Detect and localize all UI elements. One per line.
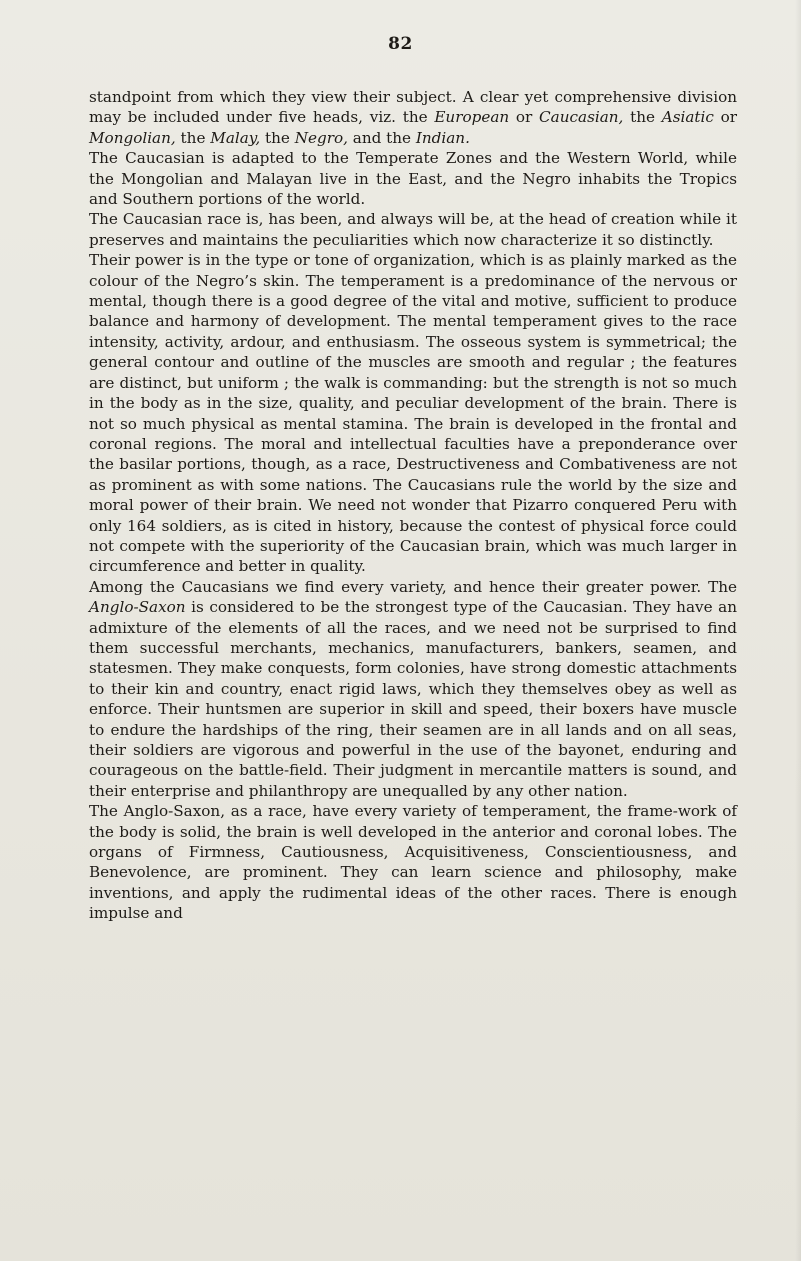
text-run: The Caucasian is adapted to the Temperate Zones and the Western World, while the Mongolian and Malayan live in the East, and the Negro inhabits the Tropics and Southern portions of the world. [89,149,737,209]
paragraph [89,148,737,209]
text-run: the [623,108,662,127]
paragraph [89,209,737,250]
text-run: standpoint from which they view their subject. A clear yet comprehensive division may be included under five heads, viz. the [89,88,737,127]
text-run: the [175,128,211,147]
page-edge-shadow [795,0,801,1261]
text-run: Among the Caucasians we find every variety, and hence their greater power. The [89,577,737,596]
text-run: Their power is in the type or tone of organization, which is as plainly marked as the colour of the Negro’s skin. The temperament is a predominance of the nervous or mental, though there is a good degree of the vital and motive, sufficient to produce balance and harmony of development. The mental temperament gives to the race intensity, activity, ardour, and enthusiasm. The osseous system is symmetrical; the general contour and outline of the muscles are smooth and regular ; the features are distinct, but uniform ; the walk is commanding: but the strength is not so much in the body as in the size, quality, and peculiar development of the brain. There is not so much physical as mental stamina. The brain is developed in the frontal and coronal regions. The moral and intellectual faculties have a preponderance over the basilar portions, though, as a race, Destructiveness and Combativeness are not as prominent as with some nations. The Caucasians rule the world by the size and moral power of their brain. We need not wonder that Pizarro conquered Peru with only 164 soldiers, as is cited in history, because the contest of physical force could not compete with the superiority of the Caucasian brain, which was much larger in circumference and better in quality. [89,251,737,576]
paragraph [89,250,737,577]
paragraph [89,801,737,923]
italic-term: Mongolian, [89,128,176,147]
text-run: or [509,108,540,127]
text-run: and the [347,128,416,147]
italic-term: Asiatic [661,108,714,127]
text-run: The Anglo-Saxon, as a race, have every variety of temperament, the frame-work of the body is solid, the brain is well developed in the anterior and coronal lobes. The organs of Firmness, Cautiousness, Acquisitiveness, Conscientiousness, and Benevolence, are prominent. They can learn science and philosophy, make inventions, and apply the rudimental ideas of the other races. There is enough impulse and [89,802,737,923]
text-run: The Caucasian race is, has been, and always will be, at the head of creation while it preserves and maintains the peculiarities which now characterize it so distinctly. [89,210,737,249]
italic-term: Caucasian, [539,108,624,127]
paragraph [89,87,737,148]
italic-term: Negro, [294,128,348,147]
paragraph [89,577,737,801]
body-text [89,87,737,924]
text-run: the [260,128,295,147]
italic-term: Indian. [415,128,470,147]
italic-term: Anglo-Saxon [89,598,186,617]
italic-term: Malay, [210,128,261,147]
page-number: 82 [388,34,413,54]
italic-term: European [434,108,510,127]
text-run: is considered to be the strongest type of the Caucasian. They have an admixture of the elements of all the races, and we need not be surprised to find them successful merchants, mechanics, manufacturers, bankers, seamen, and statesmen. They make conquests, form colonies, have strong domestic attachments to their kin and country, enact rigid laws, which they themselves obey as well as enforce. Their huntsmen are superior in skill and speed, their boxers have muscle to endure the hardships of the ring, their seamen are in all lands and on all seas, their soldiers are vigorous and powerful in the use of the bayonet, enduring and courageous on the battle-field. Their judgment in mercantile matters is sound, and their enterprise and philanthropy are unequalled by any other nation. [89,598,737,800]
text-run: or [713,108,738,127]
